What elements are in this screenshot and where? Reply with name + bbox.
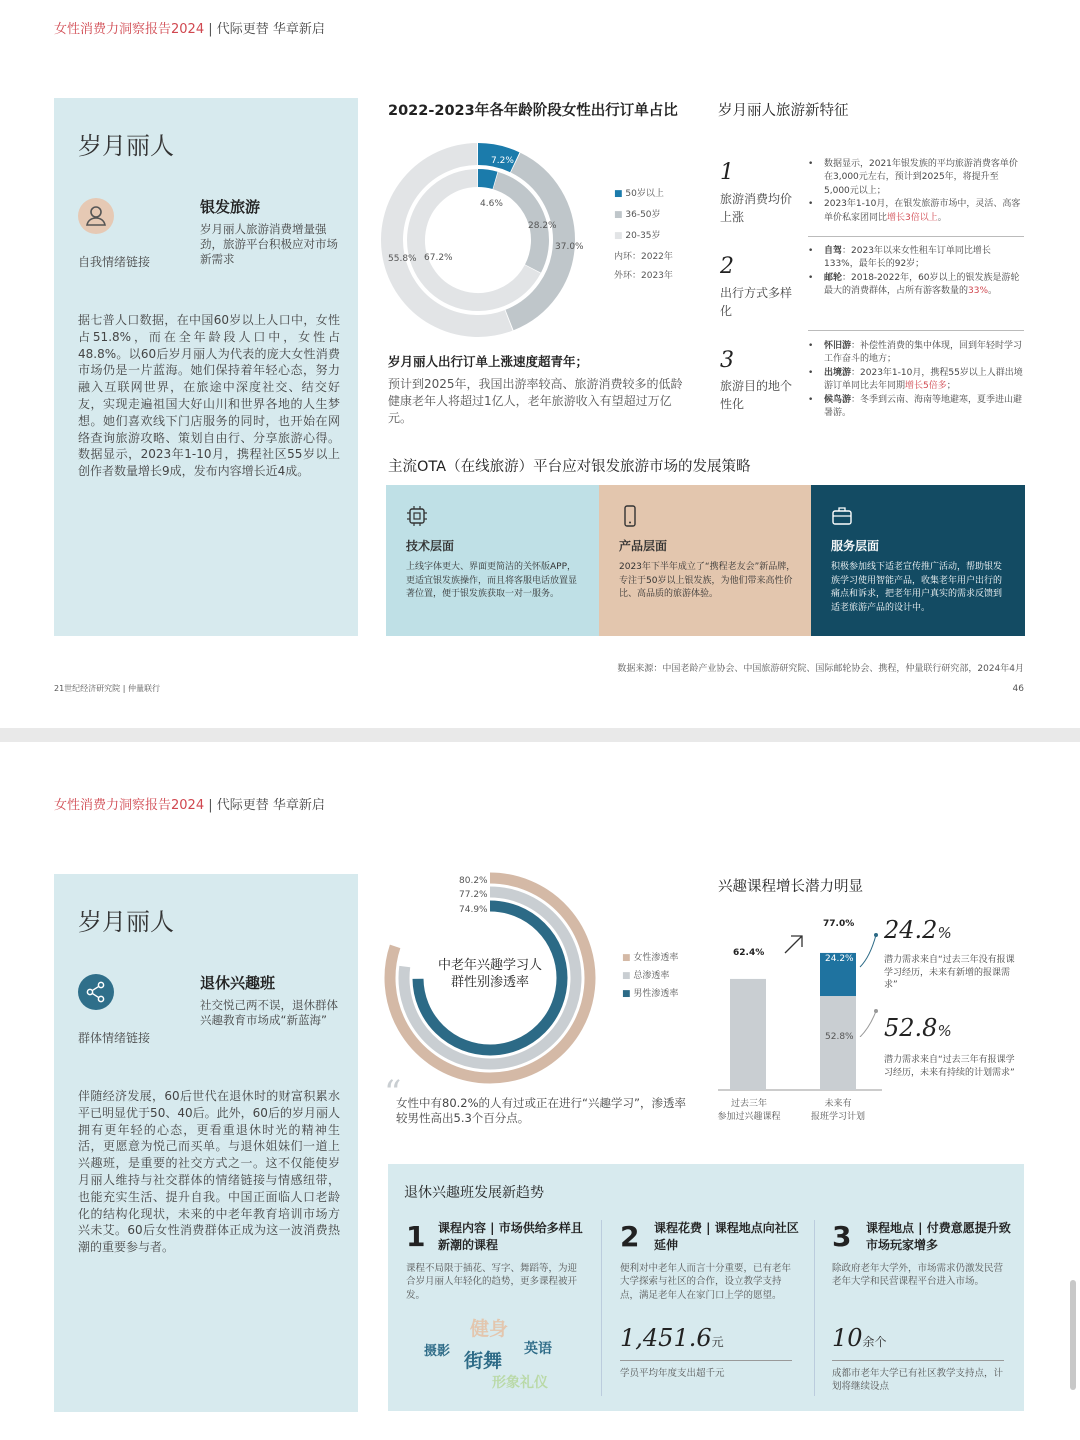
bar2-category: 未来有 报班学习计划 xyxy=(810,1099,865,1122)
emotion-tag: 自我情绪链接 xyxy=(78,255,151,269)
scrollbar[interactable] xyxy=(1070,1280,1076,1390)
report-header xyxy=(54,794,325,813)
highlight-desc: 岁月丽人旅游消费增量强劲，旅游平台积极应对市场新需求 xyxy=(200,222,338,266)
highlight-title: 银发旅游 xyxy=(200,198,261,216)
trend-3-rule xyxy=(832,1360,1004,1361)
donut-chart-title: 2022-2023年各年龄阶段女性出行订单占比 xyxy=(388,103,678,119)
person-icon xyxy=(78,198,114,234)
bar2-total: 77.0% xyxy=(823,919,855,929)
trend-1-desc: 课程不局限于插花、写字、舞蹈等，为迎合岁月丽人年轻化的趋势，更多课程被开发。 xyxy=(406,1263,578,1301)
callout-52-note: 潜力需求来自“过去三年有报课学习经历，未来有持续的计划需求” xyxy=(884,1055,1015,1078)
trend-2-figure: 1,451.6元 xyxy=(620,1324,724,1352)
feature-1-bullets xyxy=(808,158,1024,225)
features-title: 岁月丽人旅游新特征 xyxy=(718,103,849,119)
trend-1-title: 课程内容 | 市场供给多样且新潮的课程 xyxy=(438,1221,583,1252)
feature-3-bullet-1: • 怀旧游：补偿性消费的集中体现，回到年轻时学习工作奋斗的地方； xyxy=(808,340,1024,367)
trend-3-title: 课程地点 | 付费意愿提升致市场玩家增多 xyxy=(866,1221,1011,1252)
trend-divider-2 xyxy=(814,1220,815,1396)
trend-2-caption: 学员平均年度支出超千元 xyxy=(620,1368,725,1379)
up-arrow-icon xyxy=(782,932,806,956)
header-separator: | xyxy=(208,798,213,813)
ota-card-service xyxy=(811,485,1025,636)
ota-card-desc: 积极参加线下适老宣传推广活动，帮助银发族学习使用智能产品，收集老年用户出行的痛点和诉求，把老年用户真实的需求反馈到适老旅游产品的设计中。 xyxy=(831,562,1003,613)
trend-3-figure: 10余个 xyxy=(832,1324,887,1352)
feature-2-bullet-1: • 自驾：2023年以来女性租车订单同比增长133%，最年长的92岁； xyxy=(808,245,1024,272)
bar2-top-value: 24.2% xyxy=(825,954,854,964)
feature-3-label: 旅游目的地个性化 xyxy=(720,379,793,411)
feature-1-number: 1 xyxy=(720,160,734,185)
trend-2-rule xyxy=(620,1360,792,1361)
header-separator: | xyxy=(208,22,213,37)
radial-legend xyxy=(622,950,678,999)
label-outer-20: 55.8% xyxy=(388,254,417,264)
donut-chart xyxy=(378,140,578,340)
bar2-bottom-value: 52.8% xyxy=(825,1032,854,1042)
report-subtitle: 代际更替 华章新启 xyxy=(216,22,325,37)
fast-growth-title: 岁月丽人出行订单上涨速度超青年； xyxy=(388,354,589,369)
ring-note-outer: 外环：2023年 xyxy=(614,271,673,281)
radial-quote: 女性中有80.2%的人有过或正在进行“兴趣学习”，渗透率较男性高出5.3个百分点。 xyxy=(396,1096,686,1125)
radial-label-female: 80.2% xyxy=(459,876,488,886)
label-inner-50: 4.6% xyxy=(480,199,503,209)
ota-card-title: 技术层面 xyxy=(406,539,455,553)
legend-total: ■ 总渗透率 xyxy=(622,971,670,981)
callout-52: 52.8% xyxy=(884,1014,952,1042)
left-summary-card xyxy=(54,98,358,636)
report-title: 女性消费力洞察报告2024 xyxy=(54,798,205,813)
report-subtitle: 代际更替 华章新启 xyxy=(216,798,325,813)
label-outer-50: 7.2% xyxy=(491,156,514,166)
bar1-category: 过去三年 参加过兴趣课程 xyxy=(717,1099,781,1122)
callout-24-value: 24.2 xyxy=(884,916,938,944)
word-fitness: 健身 xyxy=(470,1318,509,1340)
radial-label-male: 74.9% xyxy=(459,905,488,915)
chip-icon xyxy=(406,505,428,527)
report-header xyxy=(54,18,325,37)
trend-3-caption: 成都市老年大学已有社区教学支持点，计划将继续设点 xyxy=(832,1368,1004,1393)
legend-item-50: ■ 50岁以上 xyxy=(614,189,664,199)
feature-3-bullet-2: • 出境游：2023年1-10月，携程55岁以上人群出境游订单同比去年同期增长5倍多； xyxy=(808,367,1024,394)
ota-card-product xyxy=(599,485,811,636)
quote-mark-icon: “ xyxy=(384,1073,402,1113)
feature-1-bullet-2: • 2023年1-10月，在银发旅游市场中，灵活、高客单价私家团同比增长3倍以上。 xyxy=(808,198,1024,225)
trend-2-title: 课程花费 | 课程地点向社区延伸 xyxy=(654,1221,799,1252)
radial-label-total: 77.2% xyxy=(459,890,488,900)
phone-icon xyxy=(619,505,641,527)
trend-1-number: 1 xyxy=(406,1220,426,1253)
trend-3-desc: 除政府老年大学外，市场需求仍激发民营老年大学和民营课程平台进入市场。 xyxy=(832,1263,1004,1288)
label-outer-36: 37.0% xyxy=(555,242,584,252)
card-body: 伴随经济发展，60后世代在退休时的财富积累水平已明显优于50、40后。此外，60后的岁月丽人拥有更年轻的心态，更看重退休时光的精神生活，更愿意为悦己而买单。与退休姐妹们一道上兴趣班，是重要的社交方式之一。这不仅能使岁月丽人维持与社交群体的情绪链接与情感纽带，也能充实生活、提升自我。中国正面临人口老龄化的结构化现状，未来的中老年教育培训市场方兴未艾。60后女性消费群体正成为这一波消费热潮的重要参与者。 xyxy=(78,1089,340,1255)
bar1-value: 62.4% xyxy=(733,948,765,958)
card-title: 岁月丽人 xyxy=(78,908,174,936)
feature-1-label: 旅游消费均价上涨 xyxy=(720,192,793,224)
trend-divider-1 xyxy=(601,1220,602,1396)
feature-1-bullet-1: • 数据显示，2021年银发族的平均旅游消费客单价在3,000元左右，预计到2025年，将提升至5,000元以上； xyxy=(808,158,1024,198)
share-icon xyxy=(78,974,114,1010)
data-source: 数据来源：中国老龄产业协会、中国旅游研究院、国际邮轮协会、携程，仲量联行研究部，2024年4月 xyxy=(617,664,1024,674)
legend-item-20: ■ 20-35岁 xyxy=(614,231,661,241)
callout-24-note: 潜力需求来自“过去三年没有报课学习经历，未来有新增的报课需求” xyxy=(884,955,1015,991)
label-inner-36: 28.2% xyxy=(528,221,557,231)
trends-panel xyxy=(388,1164,1024,1411)
emotion-tag: 群体情绪链接 xyxy=(78,1031,151,1045)
legend-female: ■ 女性渗透率 xyxy=(622,953,679,963)
radial-center-label: 中老年兴趣学习人群性别渗透率 xyxy=(437,958,542,990)
card-body: 据七普人口数据，在中国60岁以上人口中，女性占51.8%，而在全年龄段人口中，女性占48.8%。以60后岁月丽人为代表的庞大女性消费市场仍是一片蓝海。她们保持着年轻心态，努力融入互联网世界，在旅途中深度社交、结交好友，实现走遍祖国大好山川和世界各地的人生梦想。她们喜欢线下门店服务的同时，也开始在网络查询旅游攻略、策划自由行、分享旅游心得。数据显示，2023年1-10月，携程社区55岁以上创作者数量增长9成，发布内容增长近4成。 xyxy=(78,313,340,479)
card-title: 岁月丽人 xyxy=(78,132,174,160)
feature-divider-2 xyxy=(808,330,1024,331)
feature-2-number: 2 xyxy=(720,254,734,279)
page-number: 46 xyxy=(1012,684,1024,694)
word-photography: 摄影 xyxy=(424,1344,451,1359)
trend-2-number: 2 xyxy=(620,1220,640,1253)
feature-3-number: 3 xyxy=(720,348,734,373)
trends-title: 退休兴趣班发展新趋势 xyxy=(404,1185,544,1201)
trend-3-number: 3 xyxy=(832,1220,852,1253)
highlight-desc: 社交悦己两不误，退休群体兴趣教育市场成“新蓝海” xyxy=(200,998,338,1027)
feature-2-label: 出行方式多样化 xyxy=(720,286,793,318)
ota-card-desc: 2023年下半年成立了“携程老友会”新品牌，专注于50岁以上银发族，为他们带来高性价比、高品质的旅游体验。 xyxy=(619,562,796,600)
left-summary-card xyxy=(54,874,358,1412)
word-etiquette: 形象礼仪 xyxy=(492,1375,548,1391)
ota-card-title: 产品层面 xyxy=(619,539,668,553)
donut-legend xyxy=(614,186,673,281)
ota-card-desc: 上线字体更大、界面更简洁的关怀版APP，更适宜银发族操作，而且将客服电话放置显著位置，便于银发族获取一对一服务。 xyxy=(406,562,578,600)
feature-2-bullets xyxy=(808,245,1024,299)
briefcase-icon xyxy=(831,505,853,527)
word-english: 英语 xyxy=(524,1341,552,1357)
courses-chart-title: 兴趣课程增长潜力明显 xyxy=(718,879,863,895)
ota-card-tech xyxy=(386,485,599,636)
ring-note-inner: 内环：2022年 xyxy=(614,252,673,262)
report-title: 女性消费力洞察报告2024 xyxy=(54,22,205,37)
callout-24: 24.2% xyxy=(884,916,952,944)
report-page-47 xyxy=(0,742,1080,1440)
footer-publisher: 21世纪经济研究院 | 仲量联行 xyxy=(54,684,160,693)
ota-card-title: 服务层面 xyxy=(831,539,880,553)
trend-2-desc: 便利对中老年人而言十分重要，已有老年大学探索与社区的合作，设立教学支持点，满足老年人在家门口上学的愿望。 xyxy=(620,1263,792,1301)
feature-divider-1 xyxy=(808,236,1024,237)
highlight-title: 退休兴趣班 xyxy=(200,974,276,992)
inner-slice-50-plus xyxy=(478,178,495,180)
callout-52-value: 52.8 xyxy=(884,1014,938,1042)
feature-3-bullets xyxy=(808,340,1024,420)
label-inner-20: 67.2% xyxy=(424,253,453,263)
legend-male: ■ 男性渗透率 xyxy=(622,989,679,999)
word-street-dance: 街舞 xyxy=(464,1350,503,1372)
course-bar-1-segment-1 xyxy=(730,979,766,1090)
feature-3-bullet-3: • 候鸟游：冬季到云南、海南等地避寒，夏季进山避暑游。 xyxy=(808,394,1024,421)
fast-growth-body: 预计到2025年，我国出游率较高、旅游消费较多的低龄健康老年人将超过1亿人，老年旅游收入有望超过万亿元。 xyxy=(388,377,683,425)
ota-title: 主流OTA（在线旅游）平台应对银发旅游市场的发展策略 xyxy=(388,459,751,475)
course-bar-2-segment-1 xyxy=(820,996,856,1090)
legend-item-36: ■ 36-50岁 xyxy=(614,210,661,220)
feature-2-bullet-2: • 邮轮：2018-2022年，60岁以上的银发族是游轮最大的消费群体，占所有游客数量的33%。 xyxy=(808,272,1024,299)
